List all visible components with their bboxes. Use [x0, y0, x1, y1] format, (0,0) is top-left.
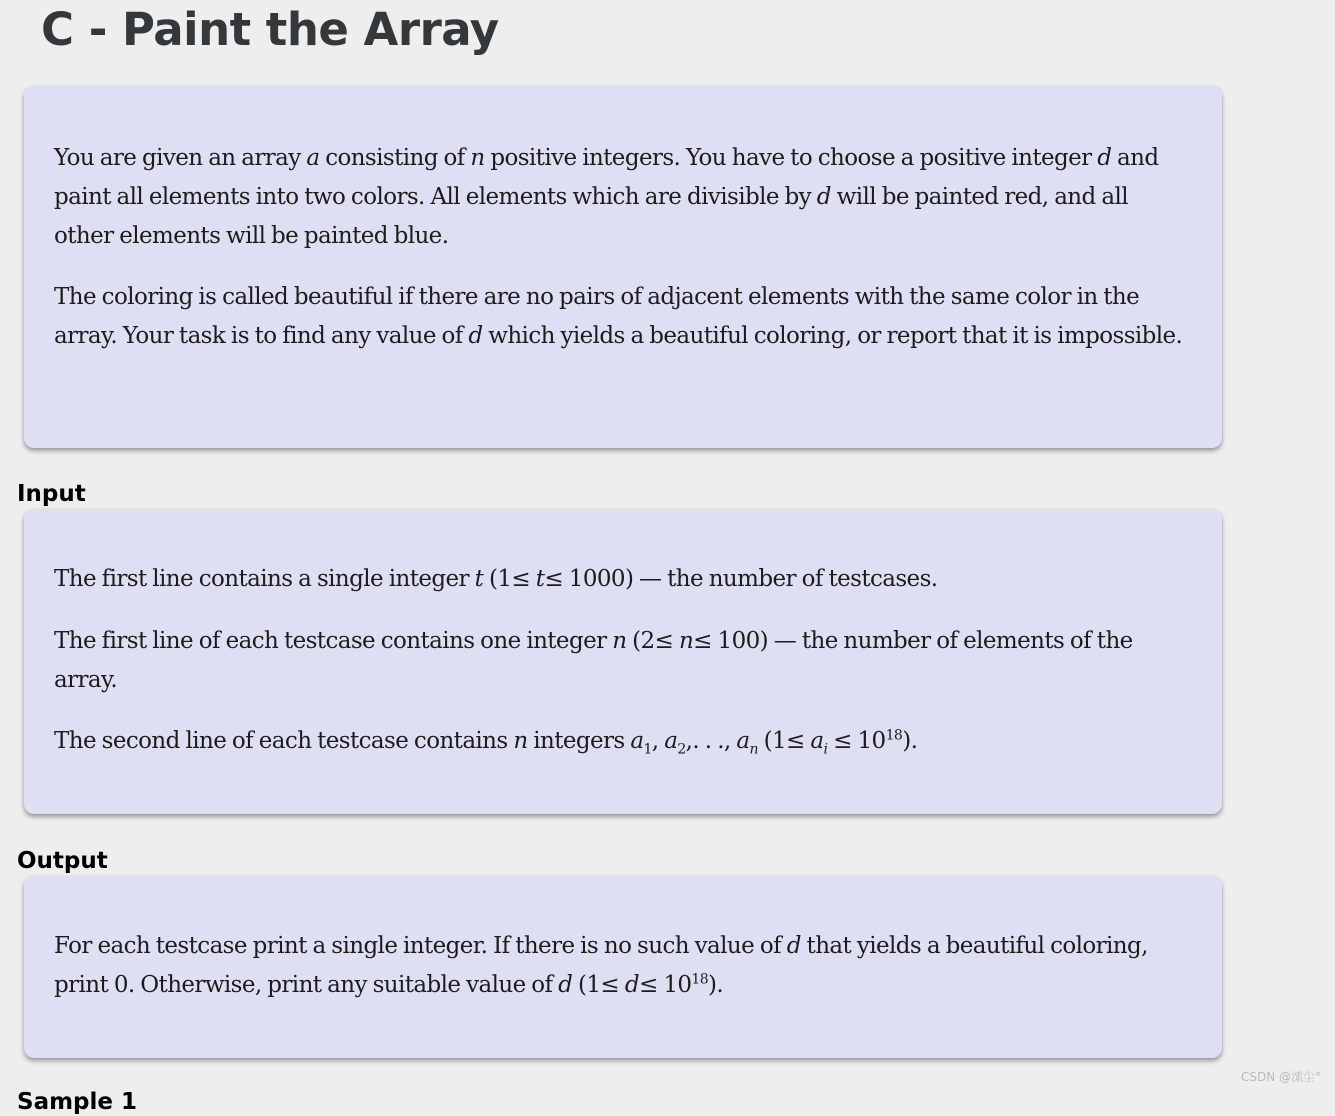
math-var: n: [513, 728, 528, 754]
sample-1-heading: Sample 1: [17, 1089, 138, 1115]
math-var: n: [470, 145, 485, 171]
math-var: t: [474, 566, 484, 592]
math-var: d: [558, 972, 573, 998]
output-card: [24, 876, 1222, 1058]
input-heading: Input: [17, 481, 86, 507]
input-paragraph-1: The first line contains a single integer t (1≤ t≤ 1000) — the number of testcases.: [54, 566, 938, 592]
statement-card: [24, 86, 1222, 448]
math-var: d: [468, 323, 483, 349]
math-var: t: [535, 566, 545, 592]
watermark: CSDN @溹尘°: [1240, 1070, 1321, 1084]
page-title: C - Paint the Array: [41, 3, 499, 56]
math-var: n: [612, 628, 627, 654]
math-var: n: [678, 628, 694, 654]
output-heading: Output: [17, 848, 108, 874]
math-var: d: [816, 184, 831, 210]
math-var: d: [786, 933, 801, 959]
math-var: d: [1097, 145, 1112, 171]
input-paragraph-2: The first line of each testcase contains one integer n (2≤ n≤ 100) — the number of elements of the array.: [54, 628, 1133, 693]
statement-paragraph-2: The coloring is called beautiful if there are no pairs of adjacent elements with the same color in the array. Your task is to find any value of d which yields a beautiful coloring, or report that it is impossible.: [54, 284, 1183, 349]
math-var: d: [624, 972, 639, 998]
statement-paragraph-1: You are given an array a consisting of n positive integers. You have to choose a positive integer d and paint all elements into two colors. All elements which are divisible by d will be painted red, and all other elements will be painted blue.: [54, 145, 1159, 249]
output-paragraph-1: For each testcase print a single integer. If there is no such value of d that yields a beautiful coloring, print 0. Otherwise, print any suitable value of d $(1\le d\le 10^{18})$.: [54, 933, 1148, 998]
math-var: a: [306, 145, 320, 171]
input-paragraph-3: The second line of each testcase contains n integers $a_1$, $a_2$,. . ., $a_n$ $(1\le a_i \le 10^{18})$.: [54, 727, 918, 758]
input-card: [24, 509, 1222, 814]
